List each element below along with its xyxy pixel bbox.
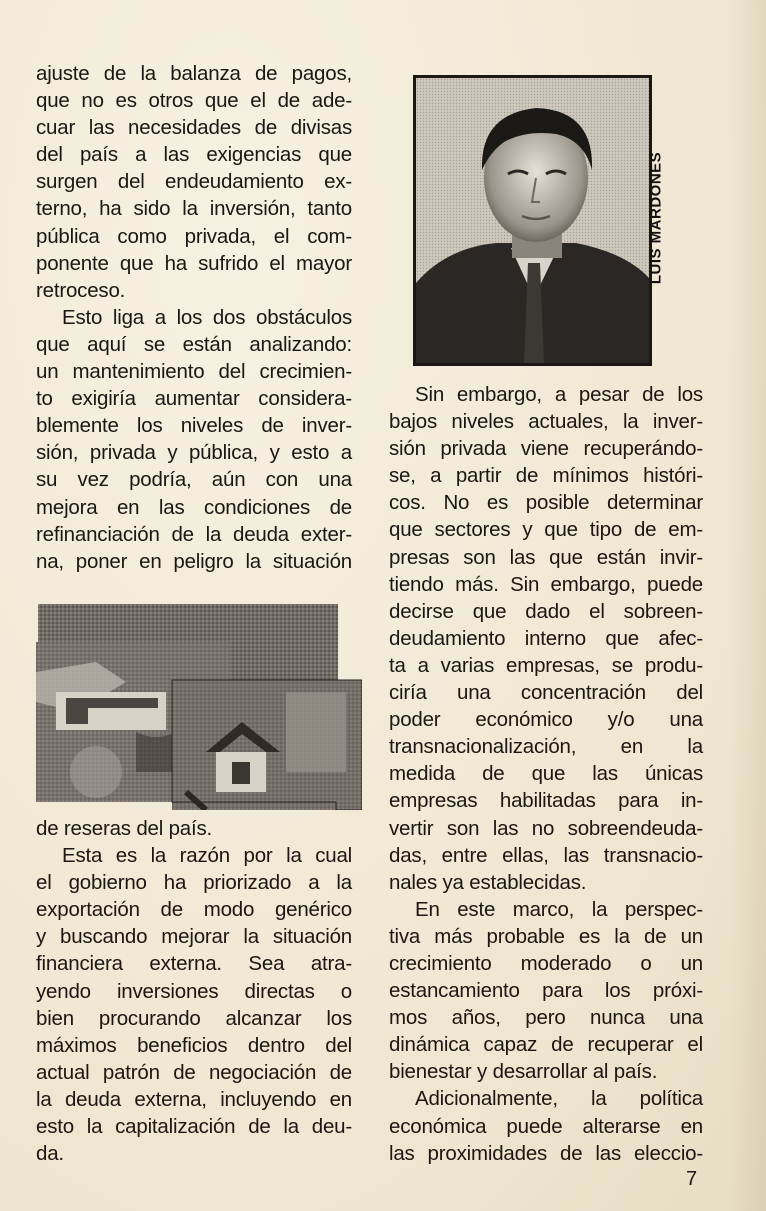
collage-photo [36,602,362,810]
text-line: ciría una concentración del [389,681,703,705]
left-column-bottom [36,815,352,1167]
text-line: financiera externa. Sea atra- [36,952,352,976]
text-line: bienestar y desarrollar al país. [389,1060,658,1084]
text-line: sión privada viene recuperándo- [389,437,703,461]
text-line: mejora en las condiciones de [36,495,352,519]
text-line: na, poner en peligro la situación [36,549,352,573]
text-line: vertir son las no sobreendeuda- [389,816,703,840]
text-line: que sectores y que tipo de em- [389,518,703,542]
text-line: terno, ha sido la inversión, tanto [36,197,352,221]
text-line: cuar las necesidades de divisas [36,116,352,140]
text-line: dinámica capaz de recuperar el [389,1033,703,1057]
text-line: del país a las exigencias que [36,143,352,167]
text-line: ajuste de la balanza de pagos, [36,62,352,85]
text-line: se, a partir de mínimos históri- [389,464,703,488]
text-line: un mantenimiento del crecimien- [36,360,352,384]
text-line: que no es otros que el de ade- [36,89,352,113]
photo-credit [646,75,666,360]
text-line: mos años, pero nunca una [389,1006,703,1030]
text-line: retroceso. [36,278,126,302]
text-line: to exigiría aumentar considera- [36,387,352,411]
portrait-photo [413,75,652,366]
paragraph [389,1085,703,1166]
right-column [389,381,703,1167]
text-line: decirse que dado el sobreen- [389,599,703,623]
text-line: presas son las que están invir- [389,545,703,569]
text-line: ta a varias empresas, se produ- [389,653,703,677]
text-line: medida de que las únicas [389,762,703,786]
text-line: refinanciación de la deuda exter- [36,522,352,546]
text-line: tiva más probable es la de un [389,924,703,948]
text-line: da. [36,1142,64,1166]
text-line: pública como privada, el com- [36,224,352,248]
text-line: máximos beneficios dentro del [36,1033,352,1057]
text-line: las proximidades de las eleccio- [389,1141,703,1165]
paragraph [36,60,352,304]
text-line: Esta es la razón por la cual [62,844,352,868]
text-line: tiendo más. Sin embargo, puede [389,572,703,596]
text-line: esto la capitalización de la deu- [36,1115,352,1139]
paragraph [389,381,703,896]
text-line: blemente los niveles de inver- [36,414,352,438]
text-line: surgen del endeudamiento ex- [36,170,352,194]
text-line: empresas habilitadas para in- [389,789,703,813]
text-line: su vez podría, aún con una [36,468,352,492]
photo-credit-text: LUIS MARDONES [647,151,665,284]
text-line: crecimiento moderado o un [389,951,703,975]
text-line: cos. No es posible determinar [389,491,703,515]
text-line: estancamiento para los próxi- [389,979,703,1003]
paragraph [36,842,352,1167]
text-line: la deuda externa, incluyendo en [36,1087,352,1111]
text-line: bien procurando alcanzar los [36,1006,352,1030]
text-line: Esto liga a los dos obstáculos [62,305,352,329]
text-line: nales ya establecidas. [389,870,587,894]
text-line: poder económico y/o una [389,708,703,732]
text-line: Adicionalmente, la política [415,1087,703,1111]
text-line: bajos niveles actuales, la inver- [389,410,703,434]
text-line: transnacionalización, en la [389,735,703,759]
page-number: 7 [686,1168,698,1190]
text-line: deudamiento interno que afec- [389,626,703,650]
text-line: exportación de modo genérico [36,898,352,922]
text-line: sión, privada y pública, y esto a [36,441,352,465]
text-line: En este marco, la perspec- [415,897,703,921]
text-line: de reseras del país. [36,817,213,840]
text-line: actual patrón de negociación de [36,1060,352,1084]
text-line: que aquí se están analizando: [36,332,352,356]
text-line: yendo inversiones directas o [36,979,352,1003]
text-line: económica puede alterarse en [389,1114,703,1138]
text-line: el gobierno ha priorizado a la [36,871,352,895]
text-line: y buscando mejorar la situación [36,925,352,949]
text-line: Sin embargo, a pesar de los [415,383,703,406]
text-line: das, entre ellas, las transnacio- [389,843,703,867]
left-column-top [36,60,352,575]
paragraph [389,896,703,1086]
paragraph [36,815,352,842]
paragraph [36,304,352,575]
text-line: ponente que ha sufrido el mayor [36,251,352,275]
